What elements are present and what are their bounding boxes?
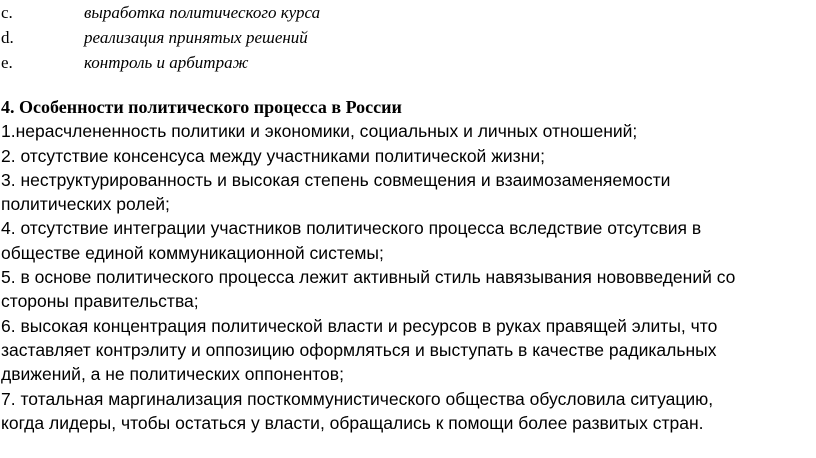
- point-7: [1, 387, 811, 436]
- sub-item-text: реализация принятых решений: [84, 28, 308, 47]
- point-3: [1, 168, 811, 217]
- point-line: когда лидеры, чтобы остаться у власти, обращались к помощи более развитых стран.: [1, 412, 704, 433]
- point-line: 6. высокая концентрация политической власти и ресурсов в руках правящей элиты, что: [1, 315, 718, 336]
- point-line: движений, а не политических оппонентов;: [1, 364, 344, 385]
- point-line: заставляет контрэлиту и оппозицию оформляться и выступать в качестве радикальных: [1, 339, 717, 360]
- section-heading: 4. Особенности политического процесса в России: [1, 97, 402, 117]
- point-line: политических ролей;: [1, 194, 170, 215]
- point-line: 4. отсутствие интеграции участников политического процесса вследствие отсутсвия в: [1, 218, 702, 239]
- point-line: обществе единой коммуникационной системы;: [1, 242, 384, 263]
- point-line: 3. неструктурированность и высокая степень совмещения и взаимозаменяемости: [1, 169, 671, 190]
- point-6: [1, 314, 811, 387]
- point-2: [1, 144, 811, 168]
- sub-item-marker: c.: [1, 3, 13, 22]
- sub-item-marker: d.: [1, 28, 14, 47]
- sub-item-text: контроль и арбитраж: [84, 53, 249, 72]
- point-1: [1, 119, 811, 143]
- point-line: стороны правительства;: [1, 291, 199, 312]
- point-line: 5. в основе политического процесса лежит активный стиль навязывания нововведений со: [1, 267, 736, 288]
- sub-item-marker: e.: [1, 53, 13, 72]
- point-5: [1, 265, 811, 314]
- point-line: 7. тотальная маргинализация посткоммунистического общества обусловила ситуацию,: [1, 388, 714, 409]
- point-4: [1, 216, 811, 265]
- point-line: 2. отсутствие консенсуса между участниками политической жизни;: [1, 145, 545, 166]
- section-russia-political-process: [1, 95, 811, 435]
- point-line: 1.нерасчлененность политики и экономики, социальных и личных отношений;: [1, 121, 638, 142]
- sub-item-text: выработка политического курса: [84, 3, 321, 22]
